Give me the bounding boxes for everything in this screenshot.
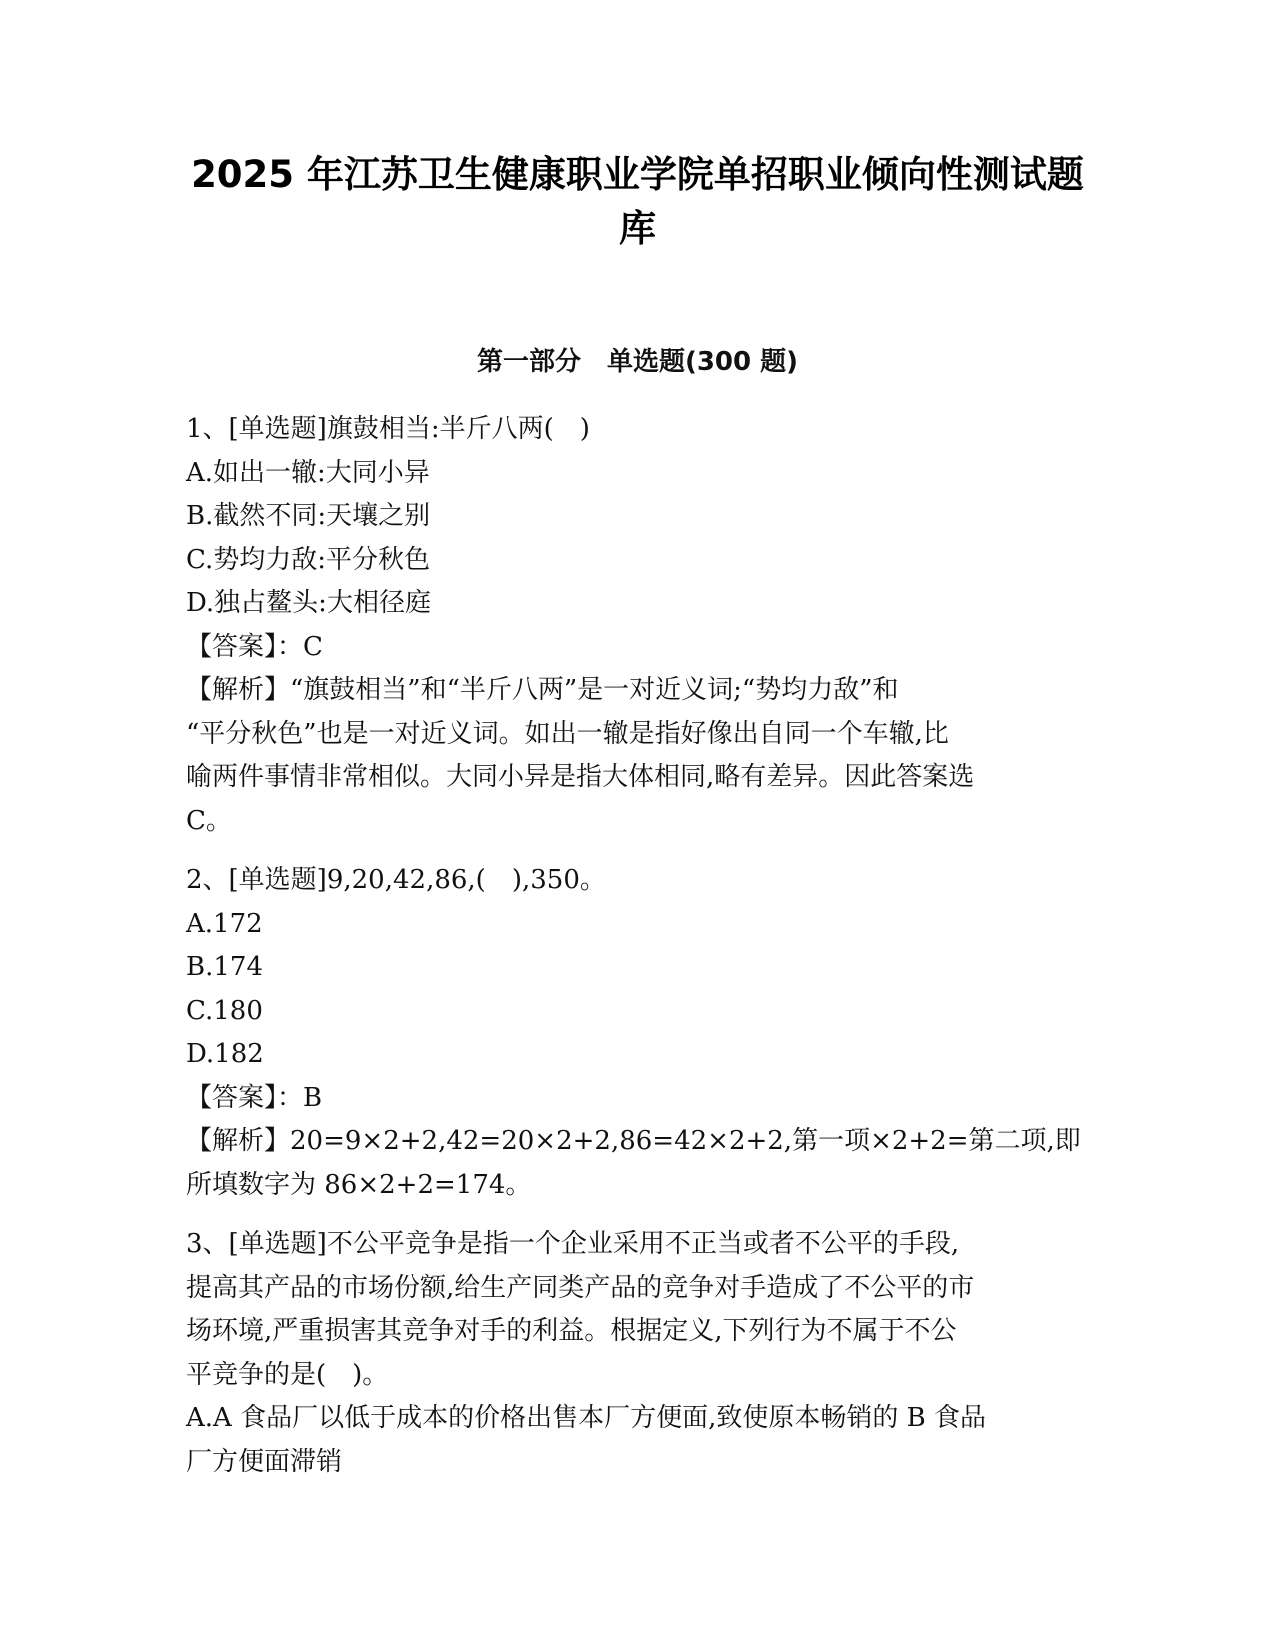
option-b: B.174 — [186, 952, 263, 982]
answer: 【答案】：B — [186, 1082, 323, 1113]
question-2 — [186, 859, 1081, 1207]
option-a-line: 厂方便面滞销 — [186, 1446, 343, 1477]
analysis-line: 喻两件事情非常相似。大同小异是指大体相同,略有差异。因此答案选 — [186, 762, 975, 792]
option-c: C.180 — [186, 995, 263, 1026]
option-b: B.截然不同:天壤之别 — [186, 501, 431, 531]
option-a: A.如出一辙:大同小异 — [186, 457, 430, 488]
analysis-line: C。 — [186, 805, 232, 836]
option-c: C.势均力敌:平分秋色 — [186, 544, 430, 575]
question-1 — [186, 408, 1076, 843]
analysis-line: 所填数字为 86×2+2=174。 — [186, 1169, 532, 1200]
title-line-2: 库 — [619, 207, 656, 250]
question-stem-line: 平竞争的是( )。 — [186, 1359, 389, 1390]
option-d: D.182 — [186, 1039, 264, 1069]
question-stem-line: 提高其产品的市场份额,给生产同类产品的竞争对手造成了不公平的市 — [186, 1272, 975, 1303]
question-stem: 1、[单选题]旗鼓相当:半斤八两( ) — [186, 414, 590, 444]
option-a-line: A.A 食品厂以低于成本的价格出售本厂方便面,致使原本畅销的 B 食品 — [186, 1403, 986, 1433]
document-title — [150, 148, 1125, 256]
question-stem-line: 场环境,严重损害其竞争对手的利益。根据定义,下列行为不属于不公 — [186, 1316, 957, 1346]
option-d: D.独占鳌头:大相径庭 — [186, 588, 431, 618]
question-list — [186, 408, 1081, 1484]
analysis-line: 【解析】20=9×2+2,42=20×2+2,86=42×2+2,第一项×2+2=第二项,即 — [186, 1126, 1081, 1156]
title-line-1: 2025 年江苏卫生健康职业学院单招职业倾向性测试题 — [191, 153, 1084, 196]
question-stem: 2、[单选题]9,20,42,86,( ),350。 — [186, 865, 606, 895]
analysis-line: “平分秋色”也是一对近义词。如出一辙是指好像出自同一个车辙,比 — [186, 718, 949, 749]
question-stem-line: 3、[单选题]不公平竞争是指一个企业采用不正当或者不公平的手段, — [186, 1229, 960, 1259]
option-a: A.172 — [186, 908, 263, 939]
answer: 【答案】：C — [186, 631, 323, 662]
section-heading: 第一部分 单选题(300 题) — [476, 347, 799, 377]
analysis-line: 【解析】“旗鼓相当”和“半斤八两”是一对近义词;“势均力敌”和 — [186, 675, 899, 705]
question-3 — [186, 1223, 1076, 1484]
